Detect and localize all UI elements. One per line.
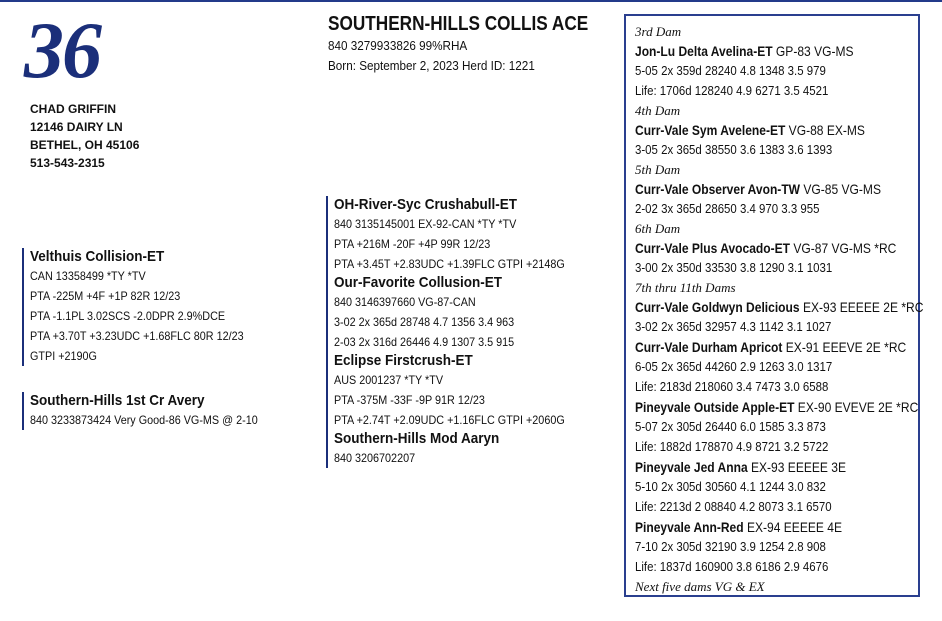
dam-name-text: Curr-Vale Goldwyn Delicious [635, 299, 800, 315]
pedigree-line: 840 3206702207 [334, 451, 416, 465]
consignor-street: 12146 DAIRY LN [30, 120, 123, 134]
dam-generation-label: 5th Dam [635, 162, 681, 177]
consignor-info [30, 100, 139, 172]
dam-name-text: Pineyvale Jed Anna [635, 459, 748, 475]
dam-name [635, 517, 878, 537]
animal-name: SOUTHERN-HILLS COLLIS ACE [328, 13, 589, 35]
dam-classification: VG-88 EX-MS [785, 122, 865, 138]
dam-name [635, 337, 907, 357]
dam-name [635, 238, 897, 258]
dam-classification: EX-93 EEEEE 3E [747, 459, 847, 475]
sire-block [22, 248, 267, 366]
dam-classification: VG-85 VG-MS [800, 181, 882, 197]
dam-record: 2-02 3x 365d 28650 3.4 970 3.3 955 [635, 201, 820, 216]
animal-id-line: 840 3279933826 99%RHA [328, 38, 468, 53]
dam-record: 7-10 2x 305d 32190 3.9 1254 2.8 908 [635, 539, 826, 554]
dam-record: 6-05 2x 365d 44260 2.9 1263 3.0 1317 [635, 359, 833, 374]
dam-record: 3-05 2x 365d 38550 3.6 1383 3.6 1393 [635, 142, 833, 157]
sire-line: PTA +3.70T +3.23UDC +1.68FLC 80R 12/23 [30, 329, 244, 343]
pedigree-line: PTA +3.45T +2.83UDC +1.39FLC GTPI +2148G [334, 257, 565, 271]
dam-name [635, 41, 878, 61]
dam-record: 5-07 2x 305d 26440 6.0 1585 3.3 873 [635, 419, 826, 434]
dam-record: 3-00 2x 350d 33530 3.8 1290 3.1 1031 [635, 260, 833, 275]
pedigree-line: PTA -375M -33F -9P 91R 12/23 [334, 393, 485, 407]
dam-of-dam-block [326, 430, 590, 468]
consignor-name: CHAD GRIFFIN [30, 102, 116, 116]
consignor-phone: 513-543-2315 [30, 156, 105, 170]
pedigree-line: 840 3135145001 EX-92-CAN *TY *TV [334, 217, 517, 231]
dams-box [624, 14, 924, 597]
dam-record: Life: 1837d 160900 3.8 6186 2.9 4676 [635, 559, 829, 574]
sire-of-sire-block [326, 196, 590, 274]
sire-of-dam-block [326, 352, 590, 430]
dam-record: Life: 2183d 218060 3.4 7473 3.0 6588 [635, 379, 829, 394]
dam-classification: EX-94 EEEEE 4E [743, 519, 843, 535]
consignor-city: BETHEL, OH 45106 [30, 138, 140, 152]
dam-name [635, 457, 878, 477]
dam-name [635, 120, 878, 140]
pedigree-line: 3-02 2x 365d 28748 4.7 1356 3.4 963 [334, 315, 515, 329]
sire-name: Velthuis Collision-ET [30, 248, 165, 265]
dam-classification: EX-93 EEEEE 2E *RC [799, 299, 924, 315]
dam-generation-label: 7th thru 11th Dams [635, 280, 736, 295]
pedigree-line: 2-03 2x 316d 26446 4.9 1307 3.5 915 [334, 335, 515, 349]
sire-line: GTPI +2190G [30, 349, 97, 363]
sire-line: PTA -225M +4F +1P 82R 12/23 [30, 289, 181, 303]
pedigree-name: Southern-Hills Mod Aaryn [334, 430, 500, 447]
animal-header [328, 12, 631, 76]
pedigree-name: OH-River-Syc Crushabull-ET [334, 196, 518, 213]
pedigree-middle [326, 196, 590, 468]
dam-record: 5-05 2x 359d 28240 4.8 1348 3.5 979 [635, 63, 826, 78]
pedigree-line: AUS 2001237 *TY *TV [334, 373, 444, 387]
lot-number: 36 [24, 7, 100, 95]
dam-record: Life: 1882d 178870 4.9 8721 3.2 5722 [635, 439, 829, 454]
dam-classification: VG-87 VG-MS *RC [790, 240, 897, 256]
dam-record: 3-02 2x 365d 32957 4.3 1142 3.1 1027 [635, 319, 832, 334]
dam-name-text: Pineyvale Outside Apple-ET [635, 399, 795, 415]
dam-classification: EX-91 EEEVE 2E *RC [782, 339, 907, 355]
sire-line: PTA -1.1PL 3.02SCS -2.0DPR 2.9%DCE [30, 309, 226, 323]
dam-name-text: Curr-Vale Plus Avocado-ET [635, 240, 791, 256]
dam-record: Life: 2213d 2 08840 4.2 8073 3.1 6570 [635, 499, 832, 514]
dam-name-text: Jon-Lu Delta Avelina-ET [635, 43, 773, 59]
dam-name-text: Curr-Vale Observer Avon-TW [635, 181, 801, 197]
pedigree-line: PTA +2.74T +2.09UDC +1.16FLC GTPI +2060G [334, 413, 565, 427]
dam-generation-label: 3rd Dam [635, 24, 682, 39]
dam-generation-label: Next five dams VG & EX [635, 579, 765, 594]
dam-record: 5-10 2x 305d 30560 4.1 1244 3.0 832 [635, 479, 826, 494]
dam-name: Southern-Hills 1st Cr Avery [30, 392, 205, 409]
dam-classification: EX-90 EVEVE 2E *RC [794, 399, 919, 415]
dam-line: 840 3233873424 Very Good-86 VG-MS @ 2-10 [30, 413, 258, 427]
dam-name-text: Pineyvale Ann-Red [635, 519, 744, 535]
dam-name [635, 397, 919, 417]
dam-block [22, 392, 283, 430]
pedigree-line: PTA +216M -20F +4P 99R 12/23 [334, 237, 491, 251]
pedigree-name: Our-Favorite Collusion-ET [334, 274, 503, 291]
dam-classification: GP-83 VG-MS [772, 43, 854, 59]
dam-name [635, 297, 924, 317]
dam-generation-label: 6th Dam [635, 221, 681, 236]
top-rule [0, 0, 942, 2]
dam-record: Life: 1706d 128240 4.9 6271 3.5 4521 [635, 83, 829, 98]
dam-name [635, 179, 882, 199]
animal-born-line: Born: September 2, 2023 Herd ID: 1221 [328, 58, 535, 73]
dam-name-text: Curr-Vale Sym Avelene-ET [635, 122, 786, 138]
dam-of-sire-block [326, 274, 590, 352]
pedigree-name: Eclipse Firstcrush-ET [334, 352, 473, 369]
dam-name-text: Curr-Vale Durham Apricot [635, 339, 783, 355]
sire-line: CAN 13358499 *TY *TV [30, 269, 146, 283]
pedigree-line: 840 3146397660 VG-87-CAN [334, 295, 476, 309]
dam-generation-label: 4th Dam [635, 103, 681, 118]
